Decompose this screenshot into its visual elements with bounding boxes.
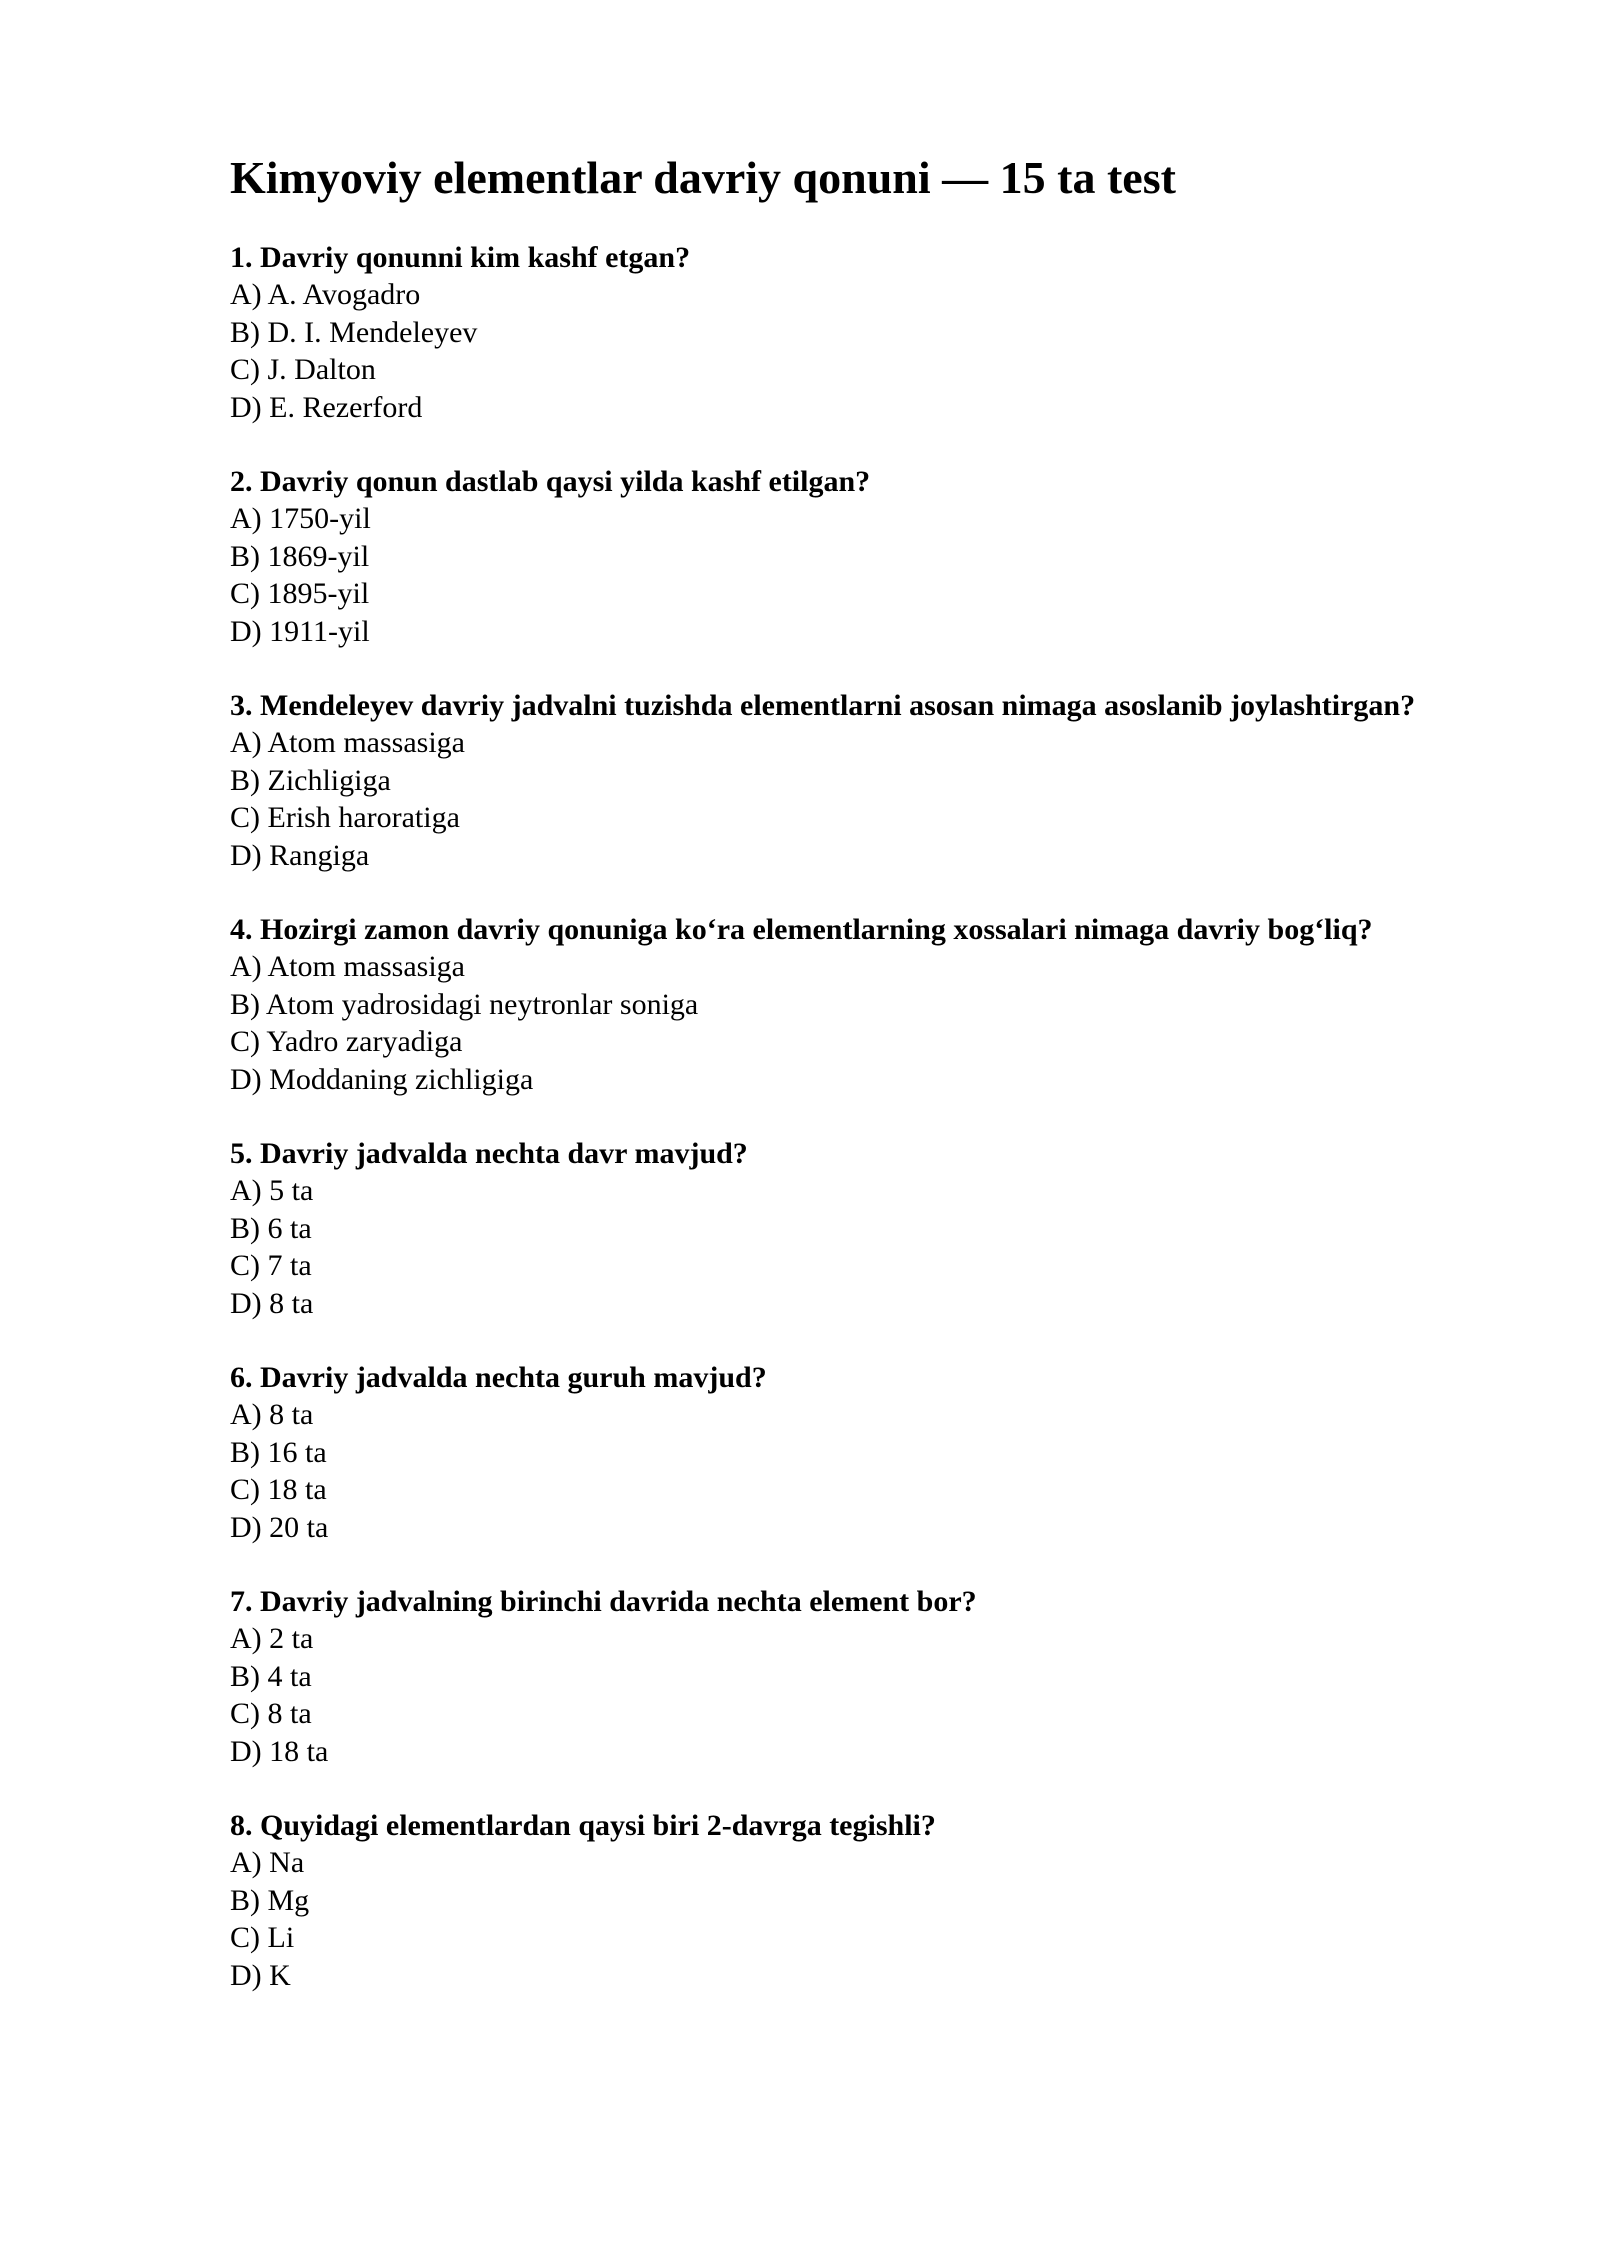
question-3 (230, 687, 1470, 874)
answer-option-c: C) 1895-yil (230, 577, 370, 611)
question-4 (230, 911, 1470, 1098)
document-title: Kimyoviy elementlar davriy qonuni — 15 ta test (230, 152, 1176, 203)
answer-option-b: B) D. I. Mendeleyev (230, 315, 478, 349)
answer-option-a: A) Na (230, 1846, 305, 1880)
question-1 (230, 239, 1470, 426)
question-text: 6. Davriy jadvalda nechta guruh mavjud? (230, 1361, 767, 1395)
answer-option-d: D) E. Rezerford (230, 390, 423, 424)
answer-option-d: D) 1911-yil (230, 614, 370, 648)
answer-option-b: B) Zichligiga (230, 763, 391, 797)
answer-option-a: A) Atom massasiga (230, 726, 465, 760)
answer-option-c: C) J. Dalton (230, 353, 376, 387)
answer-option-c: C) Erish haroratiga (230, 801, 460, 835)
answer-option-c: C) 18 ta (230, 1473, 327, 1507)
answer-option-c: C) Yadro zaryadiga (230, 1025, 463, 1059)
answer-option-a: A) 5 ta (230, 1174, 314, 1208)
answer-option-d: D) 20 ta (230, 1510, 329, 1544)
answer-option-b: B) 6 ta (230, 1211, 312, 1245)
question-7 (230, 1583, 1470, 1770)
answer-option-a: A) 1750-yil (230, 502, 371, 536)
answer-option-d: D) K (230, 1958, 291, 1992)
answer-option-d: D) 8 ta (230, 1286, 314, 1320)
answer-option-b: B) 4 ta (230, 1659, 312, 1693)
answer-option-d: D) 18 ta (230, 1734, 329, 1768)
answer-option-c: C) 7 ta (230, 1249, 312, 1283)
answer-option-a: A) Atom massasiga (230, 950, 465, 984)
answer-option-d: D) Moddaning zichligiga (230, 1062, 534, 1096)
answer-option-c: C) Li (230, 1921, 295, 1955)
question-text: 3. Mendeleyev davriy jadvalni tuzishda elementlarni asosan nimaga asoslanib joylashtirgan? (230, 689, 1416, 723)
question-text: 7. Davriy jadvalning birinchi davrida nechta element bor? (230, 1585, 977, 1619)
document-page (230, 150, 1470, 2031)
question-8 (230, 1807, 1470, 1994)
answer-option-d: D) Rangiga (230, 838, 370, 872)
question-text: 2. Davriy qonun dastlab qaysi yilda kashf etilgan? (230, 465, 871, 499)
answer-option-a: A) A. Avogadro (230, 278, 421, 312)
question-2 (230, 463, 1470, 650)
question-text: 5. Davriy jadvalda nechta davr mavjud? (230, 1137, 748, 1171)
question-text: 4. Hozirgi zamon davriy qonuniga ko‘ra elementlarning xossalari nimaga davriy bog‘liq? (230, 913, 1373, 947)
answer-option-a: A) 2 ta (230, 1622, 314, 1656)
question-text: 8. Quyidagi elementlardan qaysi biri 2-davrga tegishli? (230, 1809, 936, 1843)
question-text: 1. Davriy qonunni kim kashf etgan? (230, 241, 691, 275)
answer-option-b: B) 16 ta (230, 1435, 327, 1469)
question-6 (230, 1359, 1470, 1546)
answer-option-b: B) Atom yadrosidagi neytronlar soniga (230, 987, 699, 1021)
answer-option-c: C) 8 ta (230, 1697, 312, 1731)
question-5 (230, 1135, 1470, 1322)
answer-option-b: B) 1869-yil (230, 539, 370, 573)
answer-option-a: A) 8 ta (230, 1398, 314, 1432)
answer-option-b: B) Mg (230, 1883, 310, 1917)
